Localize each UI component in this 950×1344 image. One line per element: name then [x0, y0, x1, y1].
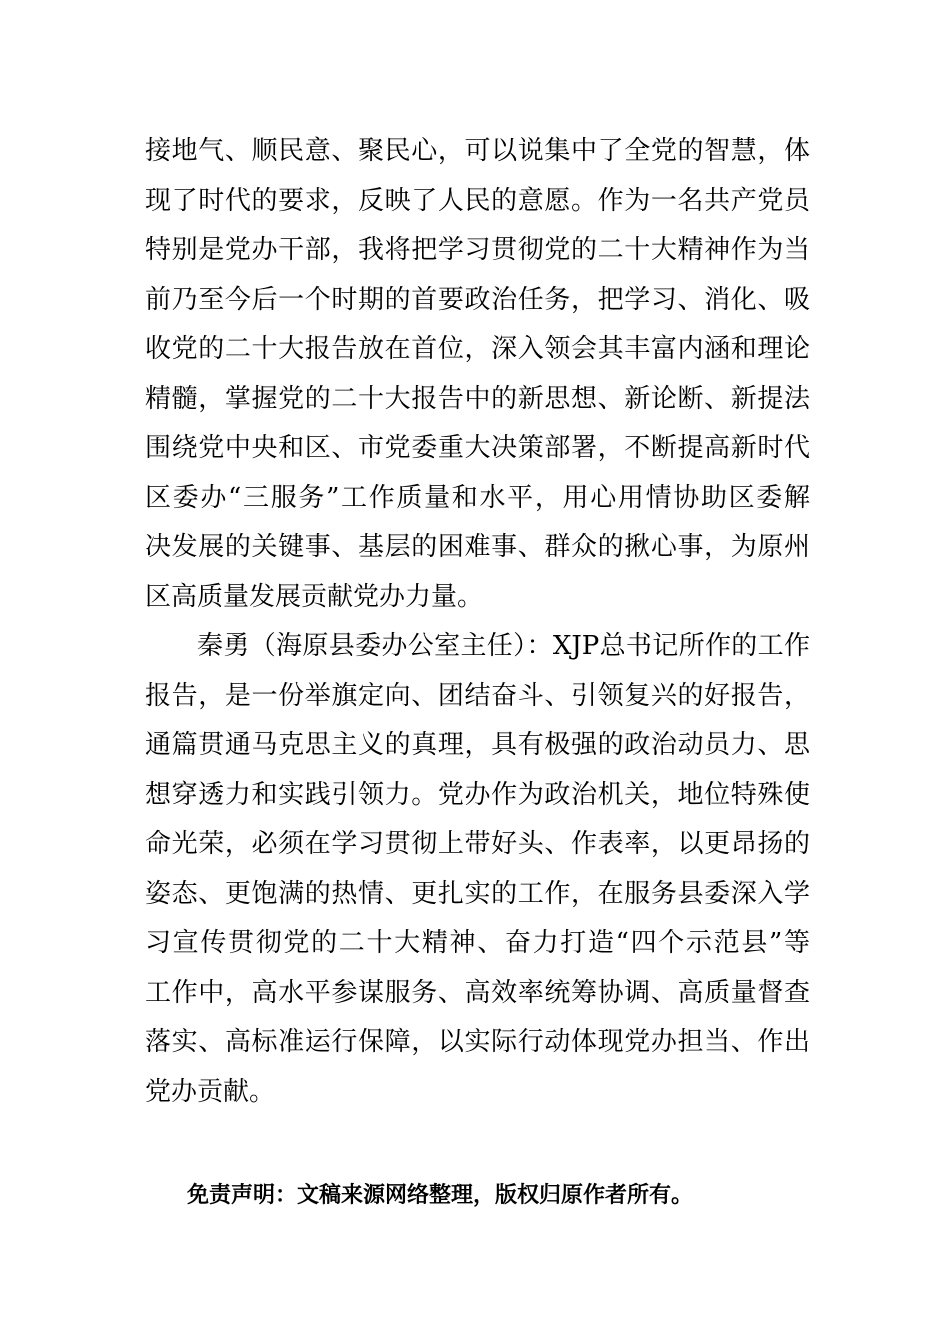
paragraph-line: 报告，是一份举旗定向、团结奋斗、引领复兴的好报告， — [145, 680, 810, 711]
paragraph-line: 区委办“三服务”工作质量和水平，用心用情协助区委解 — [145, 482, 810, 513]
paragraph-line: 接地气、顺民意、聚民心，可以说集中了全党的智慧，体 — [145, 136, 810, 166]
paragraph-line: 现了时代的要求，反映了人民的意愿。作为一名共产党员 — [145, 185, 810, 216]
paragraph-line: 命光荣，必须在学习贯彻上带好头、作表率，以更昂扬的 — [145, 829, 810, 859]
paragraph-line: 工作中，高水平参谋服务、高效率统筹协调、高质量督查 — [145, 977, 810, 1008]
paragraph-2 — [145, 622, 810, 1117]
paragraph-line: 决发展的关键事、基层的困难事、群众的揪心事，为原州 — [145, 532, 810, 562]
paragraph-line: 落实、高标准运行保障，以实际行动体现党办担当、作出 — [145, 1027, 810, 1057]
paragraph-line: 通篇贯通马克思主义的真理，具有极强的政治动员力、思 — [145, 730, 810, 760]
paragraph-1 — [145, 127, 810, 622]
paragraph-line: 秦勇（海原县委办公室主任）：XJP总书记所作的工作 — [197, 631, 810, 661]
paragraph-line: 区高质量发展贡献党办力量。 — [145, 581, 484, 612]
disclaimer-text: 免责声明：文稿来源网络整理，版权归原作者所有。 — [187, 1183, 694, 1208]
paragraph-line: 习宣传贯彻党的二十大精神、奋力打造“四个示范县”等 — [145, 928, 810, 958]
paragraph-line: 前乃至今后一个时期的首要政治任务，把学习、消化、吸 — [145, 284, 810, 315]
paragraph-line: 围绕党中央和区、市党委重大决策部署，不断提高新时代 — [145, 433, 810, 463]
paragraph-line: 党办贡献。 — [145, 1076, 276, 1107]
paragraph-line: 收党的二十大报告放在首位，深入领会其丰富内涵和理论 — [145, 334, 810, 364]
paragraph-line: 特别是党办干部，我将把学习贯彻党的二十大精神作为当 — [145, 235, 810, 265]
paragraph-line: 精髓，掌握党的二十大报告中的新思想、新论断、新提法 — [145, 383, 810, 414]
paragraph-line: 想穿透力和实践引领力。党办作为政治机关，地位特殊使 — [145, 779, 810, 810]
document-body — [145, 127, 810, 1117]
paragraph-line: 姿态、更饱满的热情、更扎实的工作，在服务县委深入学 — [145, 878, 810, 909]
